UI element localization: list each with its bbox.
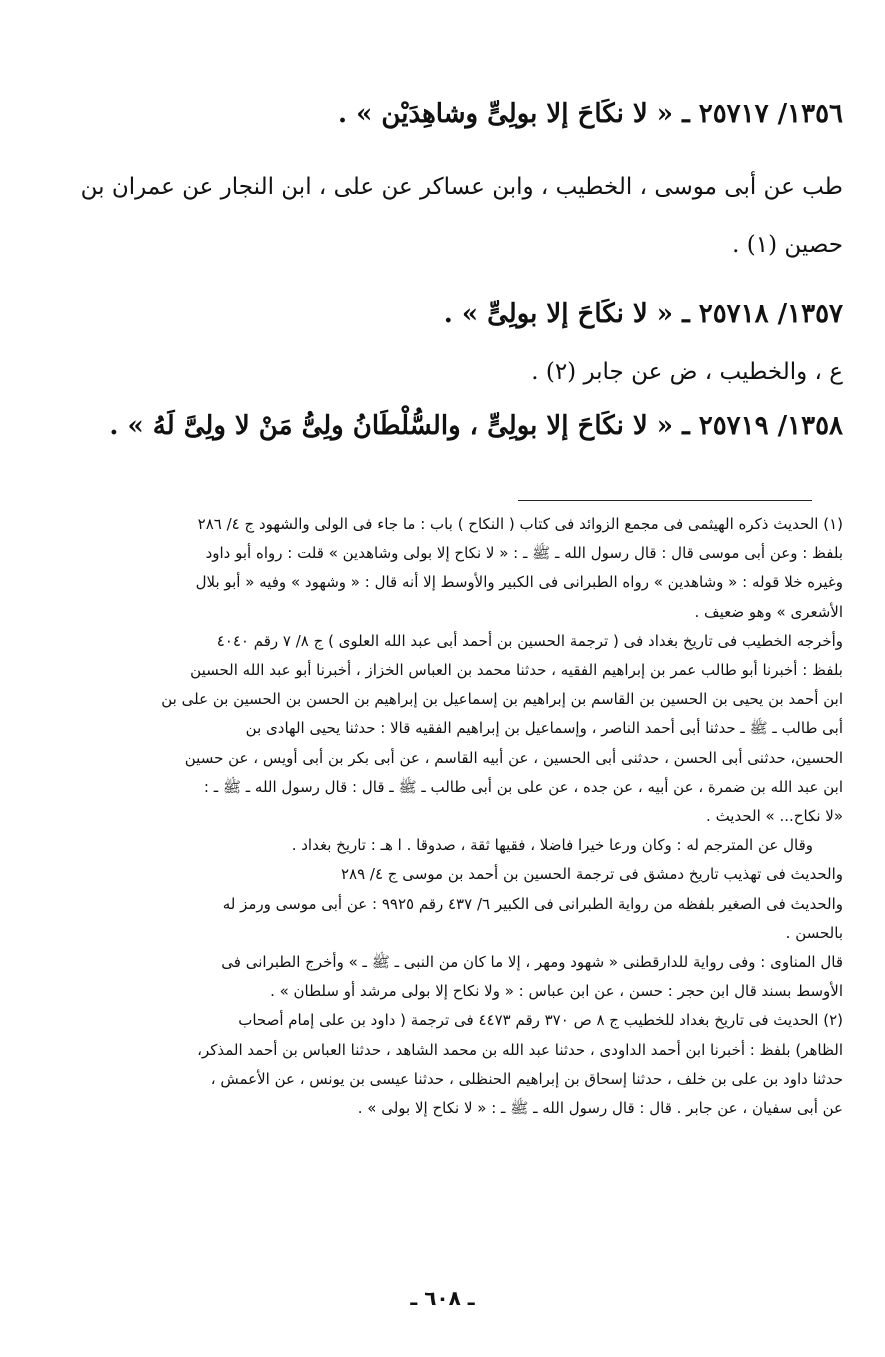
footnote-1-line: وأخرجه الخطيب فى تاريخ بغداد فى ( ترجمة الحسين بن أحمد أبى عبد الله العلوى ) ج ٨/ ٧ رقم ٤٠٤٠ [216, 631, 843, 650]
footnote-1-line: الأوسط بسند قال ابن حجر : حسن ، عن ابن عباس : « ولا نكاح إلا بولى مرشد أو سلطان » . [270, 982, 843, 1001]
footnote-1-line: قال المناوى : وفى رواية للدارقطنى « شهود ومهر ، إلا ما كان من النبى ـ ﷺ ـ » وأخرج الطبرانى فى [221, 953, 843, 972]
main-text [42, 92, 843, 470]
footnote-2-line: عن أبى سفيان ، عن جابر . قال : قال رسول الله ـ ﷺ ـ : « لا نكاح إلا بولى » . [357, 1099, 843, 1118]
footnote-1-line: وغيره خلا قوله : « وشاهدين » رواه الطبرانى فى الكبير والأوسط إلا أنه قال : « وشهود » وفيه « أبو بلال [195, 573, 843, 592]
footnote-1-line: أبى طالب ـ ﷺ ـ حدثنا أبى أحمد الناصر ، وإسماعيل بن إبراهيم الفقيه قالا : حدثنا يحيى الهادى بن [245, 719, 843, 738]
hadith-1358: ١٣٥٨/ ٢٥٧١٩ ـ « لا نكَاحَ إلا بولِىٍّ ، والسُّلْطَانُ ولِىُّ مَنْ لا ولِىَّ لَهُ » . [109, 411, 843, 441]
footnote-2-line: الظاهر) بلفظ : أخبرنا ابن أحمد الداودى ، حدثنا عبد الله بن محمد الشاهد ، حدثنا العباس بن أحمد المذكر، [197, 1040, 843, 1059]
footnote-1-line: «لا نكاح... » الحديث . [706, 807, 843, 826]
footnote-2-line: حدثنا داود بن على بن خلف ، حدثنا إسحاق بن إبراهيم الحنظلى ، حدثنا عيسى بن يونس ، عن الأعمش ، [210, 1069, 843, 1088]
source-line-1: طب عن أبى موسى ، الخطيب ، وابن عساكر عن على ، ابن النجار عن عمران بن [80, 174, 843, 200]
footnote-separator [518, 500, 812, 501]
source-line-2: ع ، والخطيب ، ض عن جابر (٢) . [531, 359, 843, 385]
footnote-1-line: ابن أحمد بن يحيى بن الحسين بن القاسم بن إبراهيم بن إسماعيل بن إبراهيم بن الحسن بن الحسين بن على بن [161, 690, 843, 709]
footnotes [42, 510, 843, 1123]
page-number: ـ ٦٠٨ ـ [410, 1286, 475, 1310]
footnote-1-line: الحسين، حدثنى أبى الحسن ، حدثنى أبى الحسين ، عن أبيه القاسم ، عن أبى بكر بن أبى أويس ، عن حسين [184, 748, 843, 767]
footnote-1-line: بلفظ : وعن أبى موسى قال : قال رسول الله ـ ﷺ ـ : « لا نكاح إلا بولى وشاهدين » قلت : رواه أبو داود [205, 544, 843, 563]
footnote-1-line: والحديث فى تهذيب تاريخ دمشق فى ترجمة الحسين بن أحمد بن موسى ج ٤/ ٢٨٩ [340, 865, 843, 884]
footnote-1-line: ابن عبد الله بن ضمرة ، عن أبيه ، عن جده ، عن على بن أبى طالب ـ ﷺ ـ قال : قال رسول الله ـ ﷺ ـ : [203, 777, 843, 796]
footnote-1-line: بالحسن . [785, 923, 843, 942]
footnote-1-line: وقال عن المترجم له : وكان ورعا خيرا فاضلا ، فقيها ثقة ، صدوقا . ا هـ : تاريخ بغداد . [291, 836, 813, 855]
hadith-1357: ١٣٥٧/ ٢٥٧١٨ ـ « لا نكَاحَ إلا بولِىٍّ » . [443, 299, 843, 329]
footnote-1-line: (١) الحديث ذكره الهيثمى فى مجمع الزوائد فى كتاب ( النكاح ) باب : ما جاء فى الولى والشهود ج ٤/ ٢٨٦ [197, 515, 843, 533]
footnote-1-line: بلفظ : أخبرنا أبو طالب عمر بن إبراهيم الفقيه ، حدثنا محمد بن العباس الخزاز ، أخبرنا أبو عبد الله الحسين [190, 661, 843, 680]
hadith-1356: ١٣٥٦/ ٢٥٧١٧ ـ « لا نكَاحَ إلا بولِىٍّ وشاهِدَيْن » . [338, 99, 843, 129]
footnote-1-line: والحديث فى الصغير بلفظه من رواية الطبرانى فى الكبير ٦/ ٤٣٧ رقم ٩٩٢٥ : عن أبى موسى ورمز له [222, 894, 843, 913]
source-line-1b: حصين (١) . [732, 232, 843, 258]
footnote-2-line: (٢) الحديث فى تاريخ بغداد للخطيب ج ٨ ص ٣٧٠ رقم ٤٤٧٣ فى ترجمة ( داود بن على إمام أصحاب [238, 1011, 843, 1030]
footnote-1-line: الأشعرى » وهو ضعيف . [694, 602, 843, 621]
